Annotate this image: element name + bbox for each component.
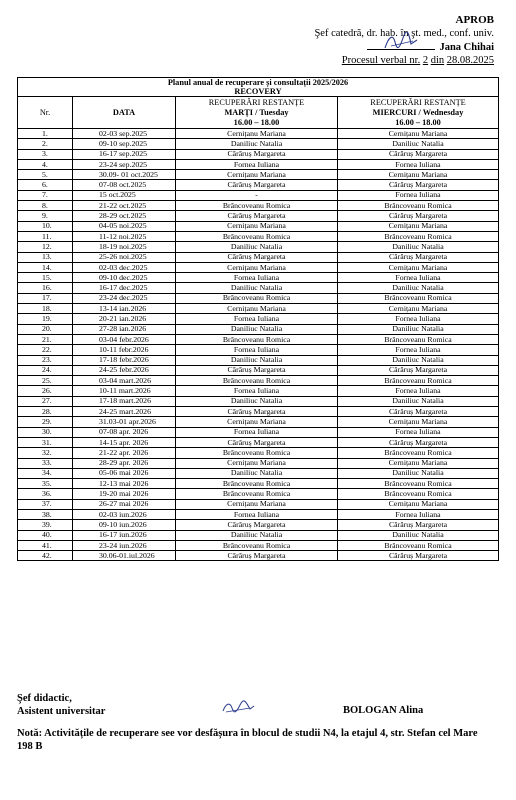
table-row [18, 458, 499, 468]
row-wednesday-person: Daniliuc Natalia [338, 396, 499, 406]
footer-role-position: Asistent universitar [17, 706, 106, 717]
row-tuesday-person: Brâncoveanu Romica [176, 540, 338, 550]
row-date: 14-15 apr. 2026 [73, 437, 176, 447]
row-wednesday-person: Brâncoveanu Romica [338, 376, 499, 386]
table-row [18, 355, 499, 365]
approval-minutes [314, 54, 494, 67]
table-row [18, 159, 499, 169]
row-wednesday-person: Fornea Iuliana [338, 427, 499, 437]
table-row [18, 273, 499, 283]
row-wednesday-person: Fornea Iuliana [338, 509, 499, 519]
row-tuesday-person: - [176, 190, 338, 200]
table-row [18, 479, 499, 489]
row-tuesday-person: Brâncoveanu Romica [176, 231, 338, 241]
table-row [18, 283, 499, 293]
table-row [18, 231, 499, 241]
column-header-nr: Nr. [18, 97, 73, 129]
row-date: 09-10 iun.2026 [73, 520, 176, 530]
row-date: 27-28 ian.2026 [73, 324, 176, 334]
row-tuesday-person: Daniliuc Natalia [176, 139, 338, 149]
table-row [18, 180, 499, 190]
row-wednesday-person: Cernițanu Mariana [338, 170, 499, 180]
row-wednesday-person: Daniliuc Natalia [338, 324, 499, 334]
row-tuesday-person: Fornea Iuliana [176, 509, 338, 519]
row-date: 04-05 noi.2025 [73, 221, 176, 231]
row-wednesday-person: Daniliuc Natalia [338, 468, 499, 478]
row-date: 16-17 sep.2025 [73, 149, 176, 159]
table-row [18, 427, 499, 437]
minutes-date: 28.08.2025 [446, 55, 494, 66]
tuesday-header-title: RECUPERĂRI RESTANȚE [208, 97, 305, 107]
column-header-wednesday [338, 97, 499, 129]
row-tuesday-person: Cernițanu Mariana [176, 170, 338, 180]
row-tuesday-person: Cărăruș Margareta [176, 437, 338, 447]
row-date: 05-06 mai 2026 [73, 468, 176, 478]
row-wednesday-person: Fornea Iuliana [338, 314, 499, 324]
row-tuesday-person: Brâncoveanu Romica [176, 201, 338, 211]
row-date: 11-12 noi.2025 [73, 231, 176, 241]
row-wednesday-person: Daniliuc Natalia [338, 242, 499, 252]
row-date: 07-08 oct.2025 [73, 180, 176, 190]
row-number: 42. [18, 551, 73, 561]
row-number: 15. [18, 273, 73, 283]
row-number: 35. [18, 479, 73, 489]
row-date: 12-13 mai 2026 [73, 479, 176, 489]
chief-name: Jana Chihai [439, 42, 494, 53]
row-date: 19-20 mai 2026 [73, 489, 176, 499]
row-tuesday-person: Daniliuc Natalia [176, 324, 338, 334]
row-wednesday-person: Cărăruș Margareta [338, 252, 499, 262]
row-tuesday-person: Cărăruș Margareta [176, 551, 338, 561]
row-date: 13-14 ian.2026 [73, 304, 176, 314]
row-number: 10. [18, 221, 73, 231]
table-row [18, 190, 499, 200]
table-row [18, 252, 499, 262]
row-date: 20-21 ian.2026 [73, 314, 176, 324]
minutes-number: 2 [422, 55, 429, 66]
row-number: 38. [18, 509, 73, 519]
row-tuesday-person: Fornea Iuliana [176, 314, 338, 324]
wednesday-header-day: MIERCURI / Wednesday [372, 107, 464, 117]
row-wednesday-person: Cărăruș Margareta [338, 407, 499, 417]
row-number: 7. [18, 190, 73, 200]
row-tuesday-person: Daniliuc Natalia [176, 396, 338, 406]
row-tuesday-person: Cernițanu Mariana [176, 458, 338, 468]
row-date: 31.03-01 apr.2026 [73, 417, 176, 427]
row-wednesday-person: Fornea Iuliana [338, 386, 499, 396]
row-number: 2. [18, 139, 73, 149]
table-row [18, 437, 499, 447]
row-wednesday-person: Daniliuc Natalia [338, 530, 499, 540]
row-date: 30.06-01.iul.2026 [73, 551, 176, 561]
row-number: 3. [18, 149, 73, 159]
row-number: 41. [18, 540, 73, 550]
row-tuesday-person: Daniliuc Natalia [176, 283, 338, 293]
table-row [18, 129, 499, 139]
row-tuesday-person: Cărăruș Margareta [176, 211, 338, 221]
table-row [18, 376, 499, 386]
row-tuesday-person: Brâncoveanu Romica [176, 293, 338, 303]
table-row [18, 530, 499, 540]
row-tuesday-person: Cărăruș Margareta [176, 180, 338, 190]
footer-signature-image [220, 699, 256, 717]
row-date: 21-22 oct.2025 [73, 201, 176, 211]
row-tuesday-person: Brâncoveanu Romica [176, 489, 338, 499]
row-date: 25-26 noi.2025 [73, 252, 176, 262]
table-row [18, 242, 499, 252]
row-number: 9. [18, 211, 73, 221]
row-wednesday-person: Cărăruș Margareta [338, 437, 499, 447]
table-row [18, 293, 499, 303]
row-wednesday-person: Cernițanu Mariana [338, 221, 499, 231]
table-row [18, 396, 499, 406]
row-number: 12. [18, 242, 73, 252]
approval-title: APROB [455, 14, 494, 26]
row-wednesday-person: Cernițanu Mariana [338, 304, 499, 314]
row-tuesday-person: Daniliuc Natalia [176, 242, 338, 252]
table-row [18, 170, 499, 180]
row-date: 03-04 mart.2026 [73, 376, 176, 386]
row-date: 21-22 apr. 2026 [73, 448, 176, 458]
row-number: 37. [18, 499, 73, 509]
wednesday-header-title: RECUPERĂRI RESTANȚE [370, 97, 466, 107]
row-tuesday-person: Cărăruș Margareta [176, 252, 338, 262]
column-header-tuesday [176, 97, 338, 129]
row-date: 03-04 febr.2026 [73, 334, 176, 344]
minutes-label: Procesul verbal nr. [341, 55, 421, 66]
row-number: 25. [18, 376, 73, 386]
row-wednesday-person: Daniliuc Natalia [338, 355, 499, 365]
footer-role-title: Şef didactic, [17, 693, 72, 704]
table-row [18, 386, 499, 396]
row-wednesday-person: Cernițanu Mariana [338, 499, 499, 509]
approval-chief-line [314, 40, 494, 54]
row-tuesday-person: Cărăruș Margareta [176, 149, 338, 159]
table-row [18, 509, 499, 519]
row-tuesday-person: Cărăruș Margareta [176, 365, 338, 375]
tuesday-header-day: MARȚI / Tuesday [224, 107, 289, 117]
table-row [18, 520, 499, 530]
row-tuesday-person: Fornea Iuliana [176, 159, 338, 169]
row-wednesday-person: Brâncoveanu Romica [338, 448, 499, 458]
row-wednesday-person: Fornea Iuliana [338, 273, 499, 283]
tuesday-header-time: 16.00 – 18.00 [233, 117, 280, 127]
table-body [18, 129, 499, 561]
row-number: 36. [18, 489, 73, 499]
row-date: 17-18 febr.2026 [73, 355, 176, 365]
row-wednesday-person: Brâncoveanu Romica [338, 479, 499, 489]
row-date: 02-03 iun.2026 [73, 509, 176, 519]
row-date: 17-18 mart.2026 [73, 396, 176, 406]
approval-position: Şef catedră, dr. hab. în şt. med., conf. univ. [314, 28, 494, 39]
row-number: 17. [18, 293, 73, 303]
row-tuesday-person: Cernițanu Mariana [176, 417, 338, 427]
row-wednesday-person: Brâncoveanu Romica [338, 231, 499, 241]
column-header-date [73, 97, 176, 129]
row-wednesday-person: Fornea Iuliana [338, 345, 499, 355]
row-tuesday-person: Cernițanu Mariana [176, 262, 338, 272]
row-number: 39. [18, 520, 73, 530]
minutes-from: din [430, 55, 445, 66]
footer-role [17, 692, 105, 718]
row-number: 24. [18, 365, 73, 375]
table-row [18, 139, 499, 149]
row-wednesday-person: Brâncoveanu Romica [338, 201, 499, 211]
location-note: Notă: Activitățile de recuperare see vor desfășura în blocul de studii N4, la etajul 4, str. Stefan cel Mare 198 B [17, 728, 478, 752]
row-number: 8. [18, 201, 73, 211]
row-tuesday-person: Daniliuc Natalia [176, 530, 338, 540]
row-number: 34. [18, 468, 73, 478]
table-row [18, 324, 499, 334]
row-number: 16. [18, 283, 73, 293]
table-row [18, 448, 499, 458]
row-date: 23-24 sep.2025 [73, 159, 176, 169]
table-row [18, 262, 499, 272]
row-tuesday-person: Cernițanu Mariana [176, 499, 338, 509]
table-row [18, 468, 499, 478]
row-tuesday-person: Brâncoveanu Romica [176, 334, 338, 344]
table-row [18, 221, 499, 231]
signature-line [367, 40, 435, 50]
table-row [18, 314, 499, 324]
row-wednesday-person: Cărăruș Margareta [338, 211, 499, 221]
date-header-label: DATA [112, 107, 136, 117]
row-tuesday-person: Brâncoveanu Romica [176, 479, 338, 489]
row-date: 24-25 mart.2026 [73, 407, 176, 417]
row-number: 23. [18, 355, 73, 365]
row-number: 28. [18, 407, 73, 417]
row-tuesday-person: Cărăruș Margareta [176, 520, 338, 530]
row-wednesday-person: Fornea Iuliana [338, 190, 499, 200]
row-tuesday-person: Cernițanu Mariana [176, 304, 338, 314]
row-date: 09-10 dec.2025 [73, 273, 176, 283]
table-row [18, 417, 499, 427]
row-tuesday-person: Fornea Iuliana [176, 345, 338, 355]
row-date: 15 oct.2025 [73, 190, 176, 200]
row-tuesday-person: Daniliuc Natalia [176, 468, 338, 478]
row-date: 16-17 dec.2025 [73, 283, 176, 293]
row-number: 20. [18, 324, 73, 334]
row-number: 33. [18, 458, 73, 468]
row-date: 23-24 iun.2026 [73, 540, 176, 550]
row-date: 10-11 mart.2026 [73, 386, 176, 396]
row-date: 09-10 sep.2025 [73, 139, 176, 149]
row-date: 28-29 apr. 2026 [73, 458, 176, 468]
table-row [18, 345, 499, 355]
row-wednesday-person: Fornea Iuliana [338, 159, 499, 169]
table-title-main: Planul anual de recuperare și consultații 2025/2026 [167, 78, 349, 87]
row-number: 19. [18, 314, 73, 324]
row-tuesday-person: Cernițanu Mariana [176, 221, 338, 231]
table-row [18, 489, 499, 499]
row-wednesday-person: Brâncoveanu Romica [338, 489, 499, 499]
row-number: 27. [18, 396, 73, 406]
row-number: 5. [18, 170, 73, 180]
recovery-schedule-table [17, 77, 499, 561]
table-row [18, 499, 499, 509]
row-wednesday-person: Cernițanu Mariana [338, 129, 499, 139]
row-number: 11. [18, 231, 73, 241]
row-date: 26-27 mai 2026 [73, 499, 176, 509]
row-number: 40. [18, 530, 73, 540]
table-row [18, 149, 499, 159]
row-number: 22. [18, 345, 73, 355]
row-wednesday-person: Cernițanu Mariana [338, 417, 499, 427]
row-number: 30. [18, 427, 73, 437]
row-wednesday-person: Cernițanu Mariana [338, 262, 499, 272]
row-wednesday-person: Daniliuc Natalia [338, 139, 499, 149]
row-number: 1. [18, 129, 73, 139]
row-number: 14. [18, 262, 73, 272]
row-tuesday-person: Cărăruș Margareta [176, 407, 338, 417]
row-wednesday-person: Brâncoveanu Romica [338, 540, 499, 550]
row-wednesday-person: Cărăruș Margareta [338, 180, 499, 190]
table-row [18, 334, 499, 344]
row-wednesday-person: Cărăruș Margareta [338, 551, 499, 561]
row-number: 29. [18, 417, 73, 427]
row-tuesday-person: Fornea Iuliana [176, 386, 338, 396]
row-number: 13. [18, 252, 73, 262]
row-date: 28-29 oct.2025 [73, 211, 176, 221]
row-tuesday-person: Fornea Iuliana [176, 427, 338, 437]
table-row [18, 540, 499, 550]
row-wednesday-person: Brâncoveanu Romica [338, 293, 499, 303]
wednesday-header-time: 16.00 – 18.00 [395, 117, 441, 127]
table-row [18, 365, 499, 375]
table-row [18, 304, 499, 314]
row-number: 32. [18, 448, 73, 458]
table-row [18, 211, 499, 221]
row-date: 24-25 febr.2026 [73, 365, 176, 375]
row-number: 21. [18, 334, 73, 344]
row-date: 02-03 sep.2025 [73, 129, 176, 139]
row-date: 10-11 febr.2026 [73, 345, 176, 355]
footer-name: BOLOGAN Alina [343, 705, 424, 716]
row-wednesday-person: Daniliuc Natalia [338, 283, 499, 293]
row-wednesday-person: Brâncoveanu Romica [338, 334, 499, 344]
row-wednesday-person: Cărăruș Margareta [338, 149, 499, 159]
table-row [18, 407, 499, 417]
table-row [18, 201, 499, 211]
row-tuesday-person: Cernițanu Mariana [176, 129, 338, 139]
row-date: 18-19 noi.2025 [73, 242, 176, 252]
table-title-sub: RECOVERY [234, 87, 282, 96]
row-wednesday-person: Cărăruș Margareta [338, 365, 499, 375]
row-date: 07-08 apr. 2026 [73, 427, 176, 437]
row-number: 31. [18, 437, 73, 447]
row-tuesday-person: Brâncoveanu Romica [176, 376, 338, 386]
approval-block [314, 14, 494, 67]
row-wednesday-person: Cărăruș Margareta [338, 520, 499, 530]
table-title [18, 78, 499, 97]
row-date: 02-03 dec.2025 [73, 262, 176, 272]
row-number: 6. [18, 180, 73, 190]
row-tuesday-person: Brâncoveanu Romica [176, 448, 338, 458]
row-tuesday-person: Fornea Iuliana [176, 273, 338, 283]
row-number: 26. [18, 386, 73, 396]
row-wednesday-person: Cernițanu Mariana [338, 458, 499, 468]
chief-signature-image [381, 32, 421, 52]
row-tuesday-person: Daniliuc Natalia [176, 355, 338, 365]
row-number: 18. [18, 304, 73, 314]
table-row [18, 551, 499, 561]
row-date: 23-24 dec.2025 [73, 293, 176, 303]
row-date: 30.09- 01 oct.2025 [73, 170, 176, 180]
row-number: 4. [18, 159, 73, 169]
row-date: 16-17 iun.2026 [73, 530, 176, 540]
